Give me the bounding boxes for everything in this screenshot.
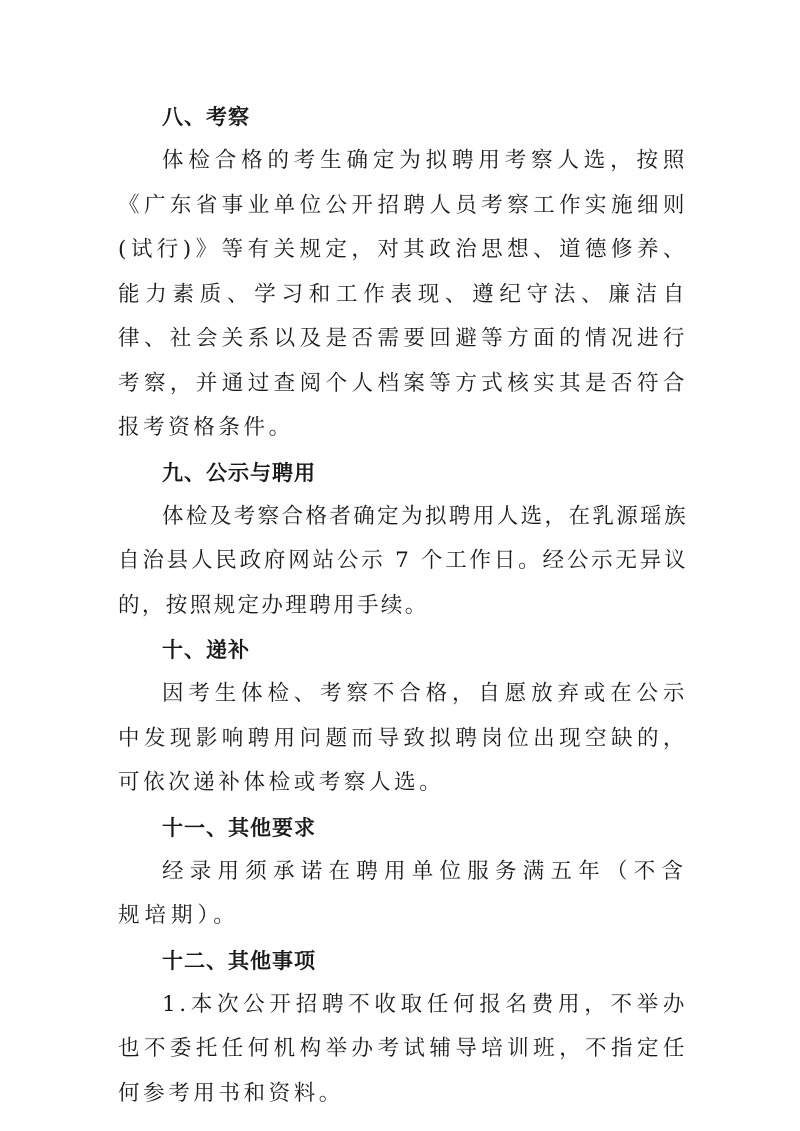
section-paragraph-publicity-and-hiring: 体检及考察合格者确定为拟聘用人选，在乳源瑶族自治县人民政府网站公示 7 个工作日。经公示无异议的，按照规定办理聘用手续。 <box>118 503 688 618</box>
section-heading-replacement: 十、递补 <box>162 638 250 662</box>
section-paragraph-other-requirements: 经录用须承诺在聘用单位服务满五年（不含规培期）。 <box>118 858 688 928</box>
section-heading-other-requirements: 十一、其他要求 <box>162 815 316 840</box>
document-body <box>118 95 688 1116</box>
section-paragraph-inspection: 体检合格的考生确定为拟聘用考察人选，按照《广东省事业单位公开招聘人员考察工作实施细则(试行)》等有关规定，对其政治思想、道德修养、能力素质、学习和工作表现、遵纪守法、廉洁自律、社会关系以及是否需要回避等方面的情况进行考察，并通过查阅个人档案等方式核实其是否符合报考资格条件。 <box>118 148 688 440</box>
section-heading-publicity-and-hiring: 九、公示与聘用 <box>162 460 316 485</box>
section-paragraph-replacement: 因考生体检、考察不合格，自愿放弃或在公示中发现影响聘用问题而导致拟聘岗位出现空缺的，可依次递补体检或考察人选。 <box>118 681 688 795</box>
section-paragraph-other-matters: 1.本次公开招聘不收取任何报名费用，不举办也不委托任何机构举办考试辅导培训班，不指定任何参考用书和资料。 <box>118 991 688 1106</box>
section-heading-other-matters: 十二、其他事项 <box>162 948 316 973</box>
section-heading-inspection: 八、考察 <box>162 105 250 129</box>
